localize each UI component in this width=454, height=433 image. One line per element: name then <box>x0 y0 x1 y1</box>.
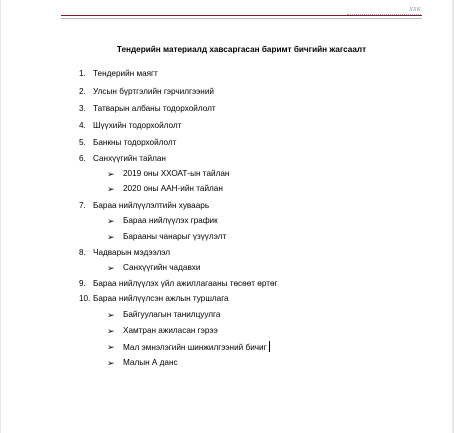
list-item-4 <box>79 120 181 132</box>
list-item-text: Шүүхийн тодорхойлолт <box>93 121 182 130</box>
list-item-6 <box>79 153 166 165</box>
list-item-text: Банкны тодорхойлолт <box>93 138 177 147</box>
sub-item-text: Мал эмнэлэгийн шинжилгээний бичиг <box>123 343 267 352</box>
list-number: 5. <box>79 138 86 147</box>
header-text: XXK <box>347 6 421 15</box>
document-title: Тендерийн материалд хавсаргасан баримт бичгийн жагсаалт <box>116 45 367 54</box>
sub-item-text: Бараа нийлүүлэх график <box>123 216 218 225</box>
header-rule-bottom <box>61 18 422 19</box>
list-item-text: Бараа нийлүүлэлтийн хуваарь <box>93 201 210 210</box>
list-item-1 <box>79 68 158 80</box>
list-number: 4. <box>79 121 86 130</box>
list-number: 8. <box>79 248 86 257</box>
sub-item <box>107 262 200 274</box>
list-item-text: Татварын албаны тодорхойлолт <box>93 104 216 113</box>
sub-item-text: Барааны чанарыг үзүүлэлт <box>123 232 227 241</box>
list-item-text: Тендерийн маягт <box>93 69 158 78</box>
list-number: 9. <box>79 279 86 288</box>
list-item-3 <box>79 103 216 115</box>
list-item-text: Чадварын мэдээлэл <box>93 248 171 257</box>
list-item-7 <box>79 200 209 212</box>
list-item-text: Бараа нийлүүлсэн ажлын туршлага <box>93 294 229 303</box>
list-number: 1. <box>79 69 86 78</box>
arrow-bullet-icon: ➢ <box>107 169 115 179</box>
list-item-text: Бараа нийлүүлэх үйл ажиллагааны төсөөт өртөг <box>93 279 278 288</box>
list-number: 7. <box>79 201 86 210</box>
arrow-bullet-icon: ➢ <box>107 326 115 336</box>
arrow-bullet-icon: ➢ <box>107 358 115 368</box>
list-item-10 <box>79 293 229 305</box>
sub-item-text: Малын А данс <box>123 358 178 367</box>
list-item-2 <box>79 86 214 98</box>
list-item-8 <box>79 247 170 259</box>
sub-item-text: 2020 оны ААН-ийн тайлан <box>123 184 223 193</box>
arrow-bullet-icon: ➢ <box>107 184 115 194</box>
sub-item-text: Санхүүгийн чадавхи <box>123 263 201 272</box>
sub-item-text: Хамтран ажиласан гэрээ <box>123 326 218 335</box>
header-rule-top <box>61 15 422 16</box>
list-item-5 <box>79 137 176 149</box>
text-cursor <box>269 341 270 352</box>
list-number: 6. <box>79 154 86 163</box>
arrow-bullet-icon: ➢ <box>107 342 115 352</box>
sub-item <box>107 309 220 321</box>
sub-item <box>107 231 226 243</box>
list-item-text: Улсын бүртгэлийн гэрчилгээний <box>93 87 214 96</box>
arrow-bullet-icon: ➢ <box>107 232 115 242</box>
arrow-bullet-icon: ➢ <box>107 263 115 273</box>
sub-item <box>107 325 218 337</box>
list-number: 3. <box>79 104 86 113</box>
sub-item <box>107 183 223 195</box>
sub-item-text: Байгуулагын танилцуулга <box>123 310 221 319</box>
sub-item <box>107 168 229 180</box>
arrow-bullet-icon: ➢ <box>107 310 115 320</box>
sub-item <box>107 215 218 227</box>
list-item-9 <box>79 278 278 290</box>
sub-item <box>107 341 270 354</box>
list-number: 10. <box>79 294 91 303</box>
list-item-text: Санхүүгийн тайлан <box>93 154 166 163</box>
arrow-bullet-icon: ➢ <box>107 216 115 226</box>
list-number: 2. <box>79 87 86 96</box>
sub-item <box>107 357 178 369</box>
sub-item-text: 2019 оны ХХОАТ-ын тайлан <box>123 169 230 178</box>
